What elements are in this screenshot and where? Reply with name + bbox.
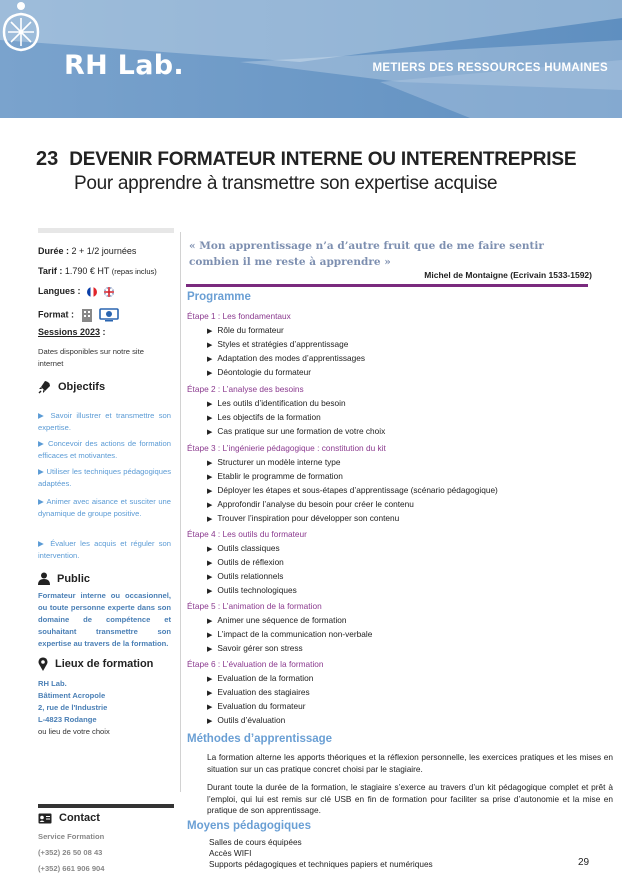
programme-item: ▶ Evaluation du formateur: [207, 701, 305, 711]
sessions-colon: :: [100, 327, 106, 337]
objectif-item: ▶ Savoir illustrer et transmettre son expertise.: [38, 411, 171, 432]
page-number: 29: [578, 857, 590, 868]
lieux-line: Bâtiment Acropole: [38, 691, 106, 700]
contact-phone[interactable]: (+352) 661 906 904: [38, 864, 105, 873]
programme-heading: Programme: [187, 291, 251, 303]
online-monitor-icon: [99, 308, 119, 322]
programme-item: ▶ Evaluation des stagiaires: [207, 687, 310, 697]
duree-label: Durée :: [38, 246, 70, 256]
programme-item: ▶ Outils d’évaluation: [207, 715, 285, 725]
moyens-item: Supports pédagogiques et techniques papiers et numériques: [209, 859, 433, 869]
location-pin-icon: [38, 657, 48, 671]
etape-title: Étape 1 : Les fondamentaux: [187, 311, 291, 321]
contact-card-icon: [38, 813, 52, 824]
duree-value: 2 + 1/2 journées: [71, 246, 137, 256]
programme-item: ▶ Structurer un modèle interne type: [207, 457, 341, 467]
contact-title: Contact: [59, 812, 100, 824]
public-heading: [38, 572, 90, 585]
tarif-row: [38, 266, 157, 276]
course-number: 23: [36, 148, 59, 170]
contact-heading: [38, 812, 100, 824]
tarif-note: (repas inclus): [111, 267, 157, 276]
lieux-line: RH Lab.: [38, 679, 67, 688]
brand-name: RH Lab.: [64, 50, 184, 81]
sessions-label: Sessions 2023: [38, 327, 101, 337]
programme-item: ▶ Adaptation des modes d’apprentissages: [207, 353, 365, 363]
methodes-paragraph: Durant toute la durée de la formation, le stagiaire s’exerce au travers d’un kit pédagogique complet et prêt à l’emploi, qui lui est remis sur clé USB en fin de formation pour faciliter sa prise d’autonomie et la mise en pratique de son apprentissage.: [207, 782, 613, 815]
programme-item: ▶ Déployer les étapes et sous-étapes d’apprentissage (scénario pédagogique): [207, 485, 498, 495]
programme-item: ▶ Outils classiques: [207, 543, 280, 553]
methodes-heading: Méthodes d’apprentissage: [187, 733, 333, 745]
langues-label: Langues :: [38, 286, 81, 296]
lieux-heading: [38, 657, 153, 671]
sessions-note: Dates disponibles sur notre site internet: [38, 347, 144, 368]
column-divider: [180, 232, 181, 792]
uk-flag-icon: [104, 287, 114, 297]
programme-item: ▶ L’impact de la communication non-verbale: [207, 629, 372, 639]
programme-item: ▶ Animer une séquence de formation: [207, 615, 347, 625]
programme-item: ▶ Les objectifs de la formation: [207, 412, 321, 422]
programme-item: ▶ Etablir le programme de formation: [207, 471, 343, 481]
programme-item: ▶ Trouver l’inspiration pour développer son contenu: [207, 513, 399, 523]
sessions-row: [38, 327, 106, 337]
format-row: [38, 308, 119, 322]
title-block: [36, 148, 576, 195]
public-title: Public: [57, 572, 91, 585]
methodes-paragraph: La formation alterne les apports théoriques et la réflexion personnelle, les exercices pratiques et les mises en situation sur un cas pratique concret choisi par le stagiaire.: [207, 752, 613, 774]
building-icon: [81, 308, 93, 322]
lieux-extra: ou lieu de votre choix: [38, 727, 110, 736]
etape-title: Étape 6 : L’évaluation de la formation: [187, 659, 324, 669]
page-header: [0, 0, 622, 118]
quote-text: « Mon apprentissage n’a d’autre fruit que de me faire sentir combien il me reste à apprendre »: [189, 240, 544, 268]
programme-item: ▶ Outils relationnels: [207, 571, 283, 581]
programme-item: ▶ Rôle du formateur: [207, 325, 284, 335]
etape-title: Étape 3 : L’ingénierie pédagogique : constitution du kit: [187, 443, 386, 453]
lieux-line: L-4823 Rodange: [38, 715, 97, 724]
objectif-item: ▶ Évaluer les acquis et réguler son intervention.: [38, 539, 171, 560]
programme-item: ▶ Savoir gérer son stress: [207, 643, 303, 653]
objectif-item: ▶ Utiliser les techniques pédagogiques adaptées.: [38, 467, 171, 488]
etape-title: Étape 4 : Les outils du formateur: [187, 529, 307, 539]
format-label: Format :: [38, 309, 74, 320]
objectifs-title: Objectifs: [58, 381, 106, 393]
rh-lab-logo-icon: [0, 0, 42, 54]
objectifs-heading: [38, 380, 105, 394]
lieux-line: 2, rue de l'Industrie: [38, 703, 108, 712]
programme-item: ▶ Outils technologiques: [207, 585, 297, 595]
moyens-heading: Moyens pédagogiques: [187, 820, 311, 832]
public-text: Formateur interne ou occasionnel, ou toute personne experte dans son domaine de compétence et souhaitant transmettre son expertise au travers de la formation.: [38, 591, 171, 648]
etape-title: Étape 2 : L’analyse des besoins: [187, 384, 304, 394]
programme-item: ▶ Déontologie du formateur: [207, 367, 311, 377]
moyens-item: Accès WIFI: [209, 848, 252, 858]
programme-item: ▶ Cas pratique sur une formation de votre choix: [207, 426, 385, 436]
objectif-item: ▶ Concevoir des actions de formation efficaces et motivantes.: [38, 439, 171, 460]
sidebar-top-bar: [38, 228, 174, 233]
purple-divider: [186, 284, 588, 287]
contact-top-bar: [38, 804, 174, 808]
tarif-value: 1.790 € HT: [64, 266, 110, 276]
tarif-label: Tarif :: [38, 266, 63, 276]
course-subtitle: Pour apprendre à transmettre son expertise acquise: [74, 173, 498, 194]
programme-item: ▶ Approfondir l’analyse du besoin pour créer le contenu: [207, 499, 414, 509]
moyens-item: Salles de cours équipées: [209, 837, 302, 847]
objectif-item: ▶ Animer avec aisance et susciter une dynamique de groupe positive.: [38, 497, 171, 518]
programme-item: ▶ Les outils d’identification du besoin: [207, 398, 346, 408]
duree-row: [38, 246, 136, 256]
etape-title: Étape 5 : L’animation de la formation: [187, 601, 322, 611]
programme-item: ▶ Outils de réflexion: [207, 557, 284, 567]
contact-line: Service Formation: [38, 832, 105, 841]
programme-item: ▶ Styles et stratégies d’apprentissage: [207, 339, 348, 349]
rocket-icon: [38, 380, 51, 394]
person-icon: [38, 572, 50, 585]
french-flag-icon: [87, 287, 97, 297]
programme-item: ▶ Evaluation de la formation: [207, 673, 313, 683]
contact-phone[interactable]: (+352) 26 50 08 43: [38, 848, 103, 857]
lieux-title: Lieux de formation: [55, 658, 154, 670]
quote-author: Michel de Montaigne (Ecrivain 1533-1592): [424, 270, 592, 280]
header-tagline: METIERS DES RESSOURCES HUMAINES: [372, 62, 608, 74]
course-title: DEVENIR FORMATEUR INTERNE OU INTERENTREPRISE: [69, 149, 577, 170]
langues-row: [38, 286, 114, 297]
